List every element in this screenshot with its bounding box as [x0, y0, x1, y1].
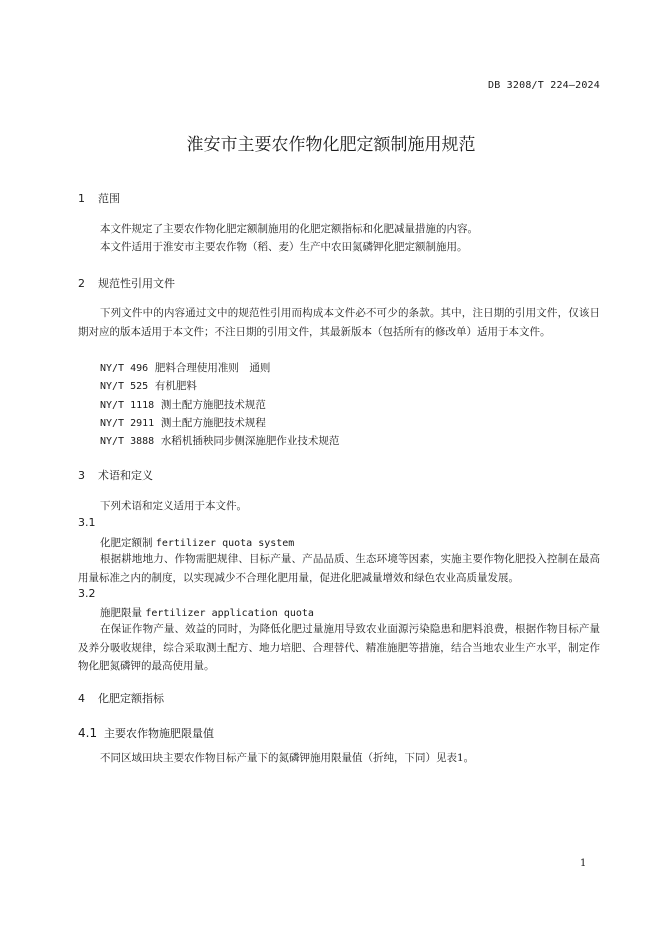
section-1-paragraph-2: 本文件适用于淮安市主要农作物（稻、麦）生产中农田氮磷钾化肥定额制施用。	[100, 241, 468, 253]
term-definition: 根据耕地地力、作物需肥规律、目标产量、产品品质、生态环境等因素，实施主要作物化肥投入控制在最高用量标准之内的制度，以实现减少不合理化肥用量，促进化肥减量增效和绿色农业高质量发展。	[78, 553, 600, 584]
reference-code: NY/T 1118	[100, 400, 155, 411]
section-number: 1	[78, 192, 85, 205]
section-4-heading	[78, 690, 164, 706]
page-number: 1	[580, 858, 587, 869]
reference-name: 测土配方施肥技术规程	[160, 417, 266, 429]
reference-item	[100, 433, 339, 448]
section-1-paragraph-1: 本文件规定了主要农作物化肥定额制施用的化肥定额指标和化肥减量措施的内容。	[100, 223, 478, 235]
subsection-4-1-heading	[78, 725, 214, 741]
reference-code: NY/T 525	[100, 381, 149, 392]
reference-item	[100, 415, 266, 430]
reference-code: NY/T 496	[100, 363, 149, 374]
term-title	[100, 605, 314, 620]
term-chinese: 施肥限量	[100, 607, 142, 619]
section-1-heading	[78, 190, 120, 206]
reference-code: NY/T 2911	[100, 418, 155, 429]
term-chinese: 化肥定额制	[100, 537, 153, 549]
section-number: 4	[78, 692, 85, 705]
reference-name: 水稻机插秧同步侧深施肥作业技术规范	[160, 435, 340, 447]
section-2-heading	[78, 275, 175, 291]
section-number: 3	[78, 469, 85, 482]
term-number: 3.2	[78, 587, 96, 600]
subsection-4-1-paragraph: 不同区域田块主要农作物目标产量下的氮磷钾施用限量值（折纯，下同）见表1。	[100, 752, 475, 764]
reference-name: 有机肥料	[154, 380, 197, 392]
section-title: 化肥定额指标	[98, 692, 164, 705]
section-3-heading	[78, 467, 153, 483]
section-number: 2	[78, 277, 85, 290]
reference-item	[100, 397, 266, 412]
section-3-intro: 下列术语和定义适用于本文件。	[100, 500, 247, 512]
document-code: DB 3208/T 224—2024	[488, 80, 600, 91]
reference-item	[100, 378, 197, 393]
reference-code: NY/T 3888	[100, 436, 155, 447]
term-number: 3.1	[78, 516, 96, 529]
term-english: fertilizer quota system	[155, 538, 295, 549]
section-title: 规范性引用文件	[98, 277, 175, 290]
subsection-number: 4.1	[78, 726, 98, 740]
term-definition: 在保证作物产量、效益的同时，为降低化肥过量施用导致农业面源污染隐患和肥料浪费，根据作物目标产量及养分吸收规律，综合采取测土配方、地力培肥、合理替代、精准施肥等措施，结合当地农业生产水平，制定作物化肥氮磷钾的最高使用量。	[78, 623, 600, 672]
subsection-title: 主要农作物施肥限量值	[104, 727, 214, 740]
section-2-intro: 下列文件中的内容通过文中的规范性引用而构成本文件必不可少的条款。其中，注日期的引用文件，仅该日期对应的版本适用于本文件；不注日期的引用文件，其最新版本（包括所有的修改单）适用于本文件。	[78, 307, 600, 338]
reference-name: 肥料合理使用准则 通则	[154, 362, 271, 374]
reference-item	[100, 360, 270, 375]
term-english: fertilizer application quota	[145, 608, 314, 619]
term-title	[100, 535, 294, 550]
section-title: 术语和定义	[98, 469, 153, 482]
section-title: 范围	[98, 192, 120, 205]
reference-name: 测土配方施肥技术规范	[160, 399, 266, 411]
document-title: 淮安市主要农作物化肥定额制施用规范	[186, 135, 476, 155]
